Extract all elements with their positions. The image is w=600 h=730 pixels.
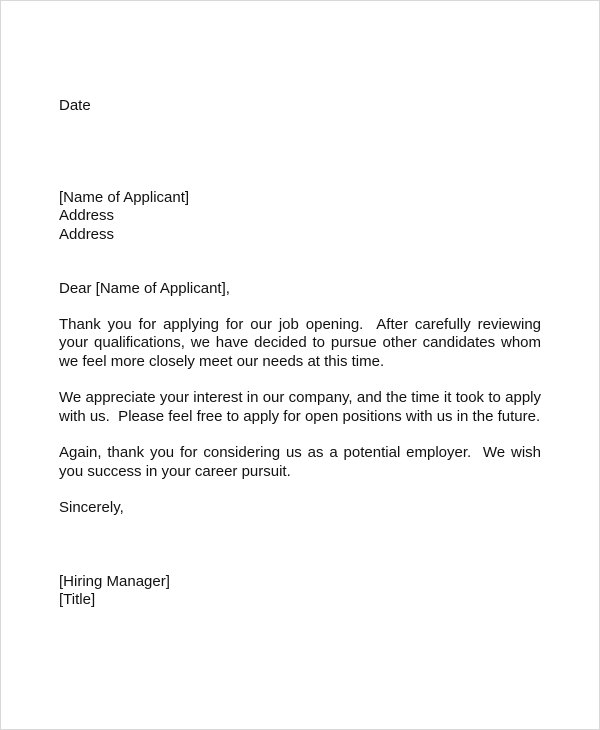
recipient-name: [Name of Applicant]	[59, 188, 190, 206]
closing: Sincerely,	[59, 499, 124, 516]
body-paragraph-1: Thank you for applying for our job opening. After carefully reviewing your qualifications, we have decided to pursue other candidates whom we feel more closely meet our needs at this time.	[59, 315, 546, 370]
letter-body	[59, 97, 546, 610]
signer-title: [Title]	[59, 591, 96, 608]
recipient-address-line-1: Address	[59, 207, 115, 224]
body-paragraph-3: Again, thank you for considering us as a potential employer. We wish you success in your career pursuit.	[59, 444, 546, 480]
signature-block	[59, 573, 541, 610]
signer-name: [Hiring Manager]	[59, 572, 170, 590]
body-paragraph-2: We appreciate your interest in our company, and the time it took to apply with us. Please feel free to apply for open positions with us in the future.	[59, 389, 546, 425]
recipient-address-block	[59, 189, 541, 245]
salutation: Dear [Name of Applicant],	[59, 280, 230, 297]
letter-date: Date	[59, 97, 91, 114]
recipient-address-line-2: Address	[59, 225, 115, 243]
